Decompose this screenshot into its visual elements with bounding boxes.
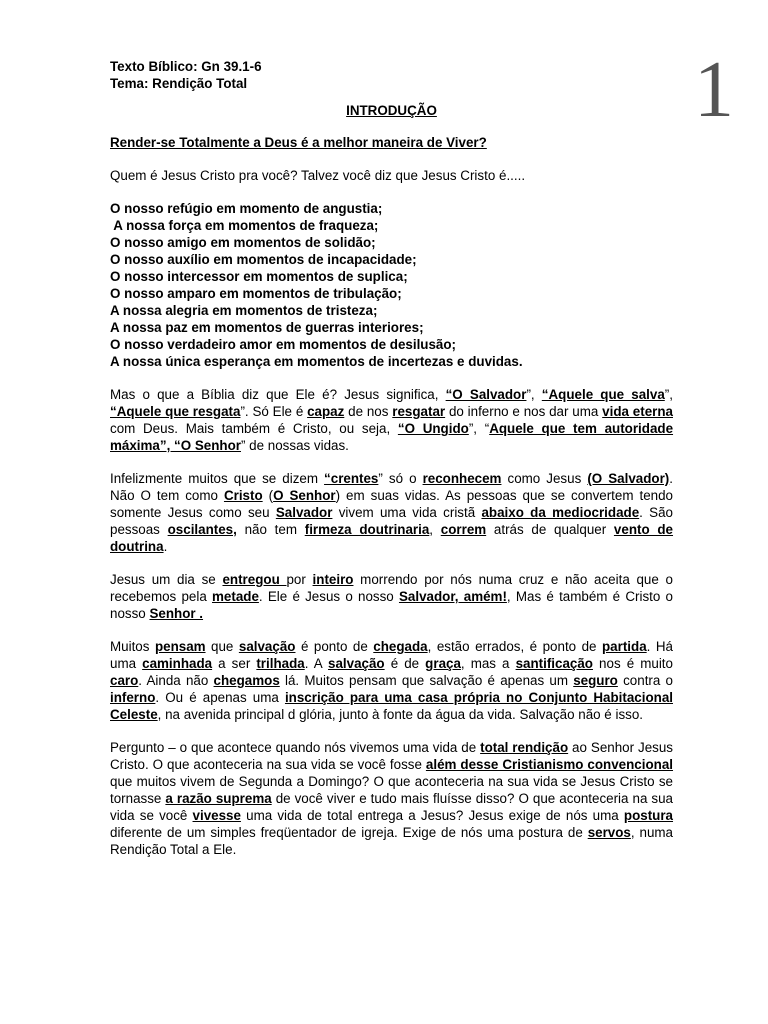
emphasis: graça: [425, 656, 461, 671]
emphasis: salvação: [238, 639, 296, 654]
text-run: . Ou é apenas uma: [155, 690, 285, 705]
text-run: ”,: [664, 387, 673, 402]
text-run: ”. Só Ele é: [240, 404, 308, 419]
emphasis: correm: [440, 522, 487, 537]
emphasis: seguro: [573, 673, 618, 688]
lead-paragraph: Quem é Jesus Cristo pra você? Talvez você diz que Jesus Cristo é.....: [110, 168, 526, 183]
text-run: que muitos vivem de Segunda a Domingo? O que aconteceria na sua vida se Jesus Cristo se tornasse: [110, 774, 673, 806]
emphasis: “Aquele que salva: [541, 387, 665, 402]
emphasis: inferno: [110, 690, 156, 705]
emphasis: entregou: [222, 572, 287, 587]
text-run: ) em suas vidas. As pessoas que se convertem tendo somente Jesus como seu: [110, 488, 673, 520]
opening-question: Render-se Totalmente a Deus é a melhor maneira de Viver?: [110, 135, 487, 150]
sermon-theme: Tema: Rendição Total: [110, 76, 248, 91]
text-run: com Deus. Mais também é Cristo, ou seja,: [110, 421, 398, 436]
text-run: . Não O tem como: [110, 471, 673, 503]
emphasis: caminhada: [142, 656, 213, 671]
document-page: [110, 58, 673, 858]
text-run: , mas a: [460, 656, 516, 671]
emphasis: reconhecem: [422, 471, 502, 486]
emphasis: inscrição para uma casa própria no Conjunto Habitacional Celeste: [110, 690, 673, 722]
text-run: . São pessoas: [110, 505, 673, 537]
list-item: A nossa paz em momentos de guerras interiores;: [110, 320, 424, 335]
text-run: ” só o: [378, 471, 423, 486]
bible-text-reference: Texto Bíblico: Gn 39.1-6: [110, 59, 262, 74]
text-run: , na avenida principal d glória, junto à fonte da água da vida. Salvação não é isso.: [157, 707, 644, 722]
text-run: que: [205, 639, 239, 654]
emphasis: oscilantes,: [167, 522, 237, 537]
emphasis: caro: [110, 673, 139, 688]
emphasis: resgatar: [392, 404, 446, 419]
text-run: lá. Muitos pensam que salvação é apenas um: [279, 673, 574, 688]
emphasis: “O Salvador: [445, 387, 527, 402]
paragraph-salvation: [110, 638, 673, 723]
emphasis: Salvador: [275, 505, 333, 520]
emphasis: “O Ungido: [397, 421, 469, 436]
section-title: INTRODUÇÃO: [346, 103, 437, 118]
list-item: O nosso amigo em momentos de solidão;: [110, 235, 376, 250]
text-run: . Há uma: [110, 639, 673, 671]
emphasis: vivesse: [192, 808, 241, 823]
text-run: vivem uma vida cristã: [332, 505, 482, 520]
attributes-list: [110, 200, 673, 370]
text-run: , numa Rendição Total a Ele.: [110, 825, 673, 857]
text-run: Pergunto – o que acontece quando nós vivemos uma vida de: [110, 740, 481, 755]
emphasis: trilhada: [256, 656, 305, 671]
emphasis: Salvador, amém!: [398, 589, 507, 604]
emphasis: Aquele que tem autoridade máxima”, “O Senhor: [110, 421, 674, 453]
emphasis: além desse Cristianismo convencional: [425, 757, 674, 772]
text-run: ao Senhor Jesus Cristo. O que aconteceria na sua vida se você fosse: [110, 740, 673, 772]
page-number: 1: [694, 46, 734, 134]
emphasis: abaixo da mediocridade: [481, 505, 640, 520]
text-run: , Mas é também é Cristo o nosso: [110, 589, 673, 621]
text-run: é ponto de: [295, 639, 374, 654]
emphasis: vento de doutrina: [110, 522, 674, 554]
list-item: A nossa única esperança em momentos de incertezas e duvidas.: [110, 354, 523, 369]
text-run: não tem: [236, 522, 305, 537]
paragraph-who-jesus-is: [110, 386, 673, 454]
emphasis: Cristo: [223, 488, 263, 503]
text-run: é de: [384, 656, 426, 671]
text-run: . Ele é Jesus o nosso: [258, 589, 399, 604]
text-run: atrás de qualquer: [486, 522, 614, 537]
text-run: Muitos: [110, 639, 155, 654]
emphasis: chegamos: [213, 673, 280, 688]
text-run: contra o: [617, 673, 673, 688]
text-run: Infelizmente muitos que se dizem: [110, 471, 325, 486]
emphasis: total rendição: [480, 740, 569, 755]
text-run: . A: [304, 656, 329, 671]
list-item: O nosso intercessor em momentos de suplica;: [110, 269, 408, 284]
emphasis: “Aquele que resgata: [110, 404, 241, 419]
paragraph-full-surrender: [110, 571, 673, 622]
text-run: nos é muito: [592, 656, 673, 671]
emphasis: (O Salvador): [587, 471, 670, 486]
paragraph-believers: [110, 470, 673, 555]
list-item: O nosso amparo em momentos de tribulação;: [110, 286, 402, 301]
text-run: de você viver e tudo mais fluísse disso? O que aconteceria na sua vida se você: [110, 791, 673, 823]
text-run: de nos: [344, 404, 393, 419]
text-run: ,: [429, 522, 441, 537]
emphasis: salvação: [328, 656, 385, 671]
text-run: ”, “: [468, 421, 490, 436]
text-run: por: [286, 572, 313, 587]
text-run: , estão errados, é ponto de: [427, 639, 602, 654]
text-run: ”,: [526, 387, 542, 402]
emphasis: chegada: [373, 639, 428, 654]
list-item: O nosso verdadeiro amor em momentos de desilusão;: [110, 337, 457, 352]
list-item: A nossa força em momentos de fraqueza;: [110, 218, 379, 233]
text-run: do inferno e nos dar uma: [445, 404, 603, 419]
text-run: Jesus um dia se: [110, 572, 223, 587]
emphasis: a razão suprema: [165, 791, 272, 806]
text-run: diferente de um simples freqüentador de igreja. Exige de nós uma postura de: [110, 825, 588, 840]
emphasis: postura: [623, 808, 674, 823]
text-run: (: [262, 488, 274, 503]
text-run: ” de nossas vidas.: [240, 438, 349, 453]
emphasis: inteiro: [312, 572, 354, 587]
text-run: . Ainda não: [138, 673, 214, 688]
text-run: Mas o que a Bíblia diz que Ele é? Jesus significa,: [110, 387, 446, 402]
emphasis: capaz: [307, 404, 345, 419]
emphasis: Senhor .: [149, 606, 204, 621]
text-run: como Jesus: [501, 471, 588, 486]
emphasis: O Senhor: [273, 488, 336, 503]
text-run: uma vida de total entrega a Jesus? Jesus exige de nós uma: [240, 808, 624, 823]
list-item: O nosso auxílio em momentos de incapacidade;: [110, 252, 417, 267]
emphasis: vida eterna: [602, 404, 673, 419]
text-run: .: [163, 539, 168, 554]
emphasis: pensam: [154, 639, 206, 654]
emphasis: servos: [587, 825, 631, 840]
emphasis: santificação: [515, 656, 593, 671]
list-item: O nosso refúgio em momento de angustia;: [110, 201, 383, 216]
emphasis: partida: [602, 639, 647, 654]
emphasis: metade: [212, 589, 259, 604]
list-item: A nossa alegria em momentos de tristeza;: [110, 303, 378, 318]
emphasis: “crentes: [324, 471, 379, 486]
emphasis: firmeza doutrinaria: [304, 522, 430, 537]
paragraph-question: [110, 739, 673, 858]
text-run: morrendo por nós numa cruz e não aceita que o recebemos pela: [110, 572, 673, 604]
text-run: a ser: [212, 656, 257, 671]
